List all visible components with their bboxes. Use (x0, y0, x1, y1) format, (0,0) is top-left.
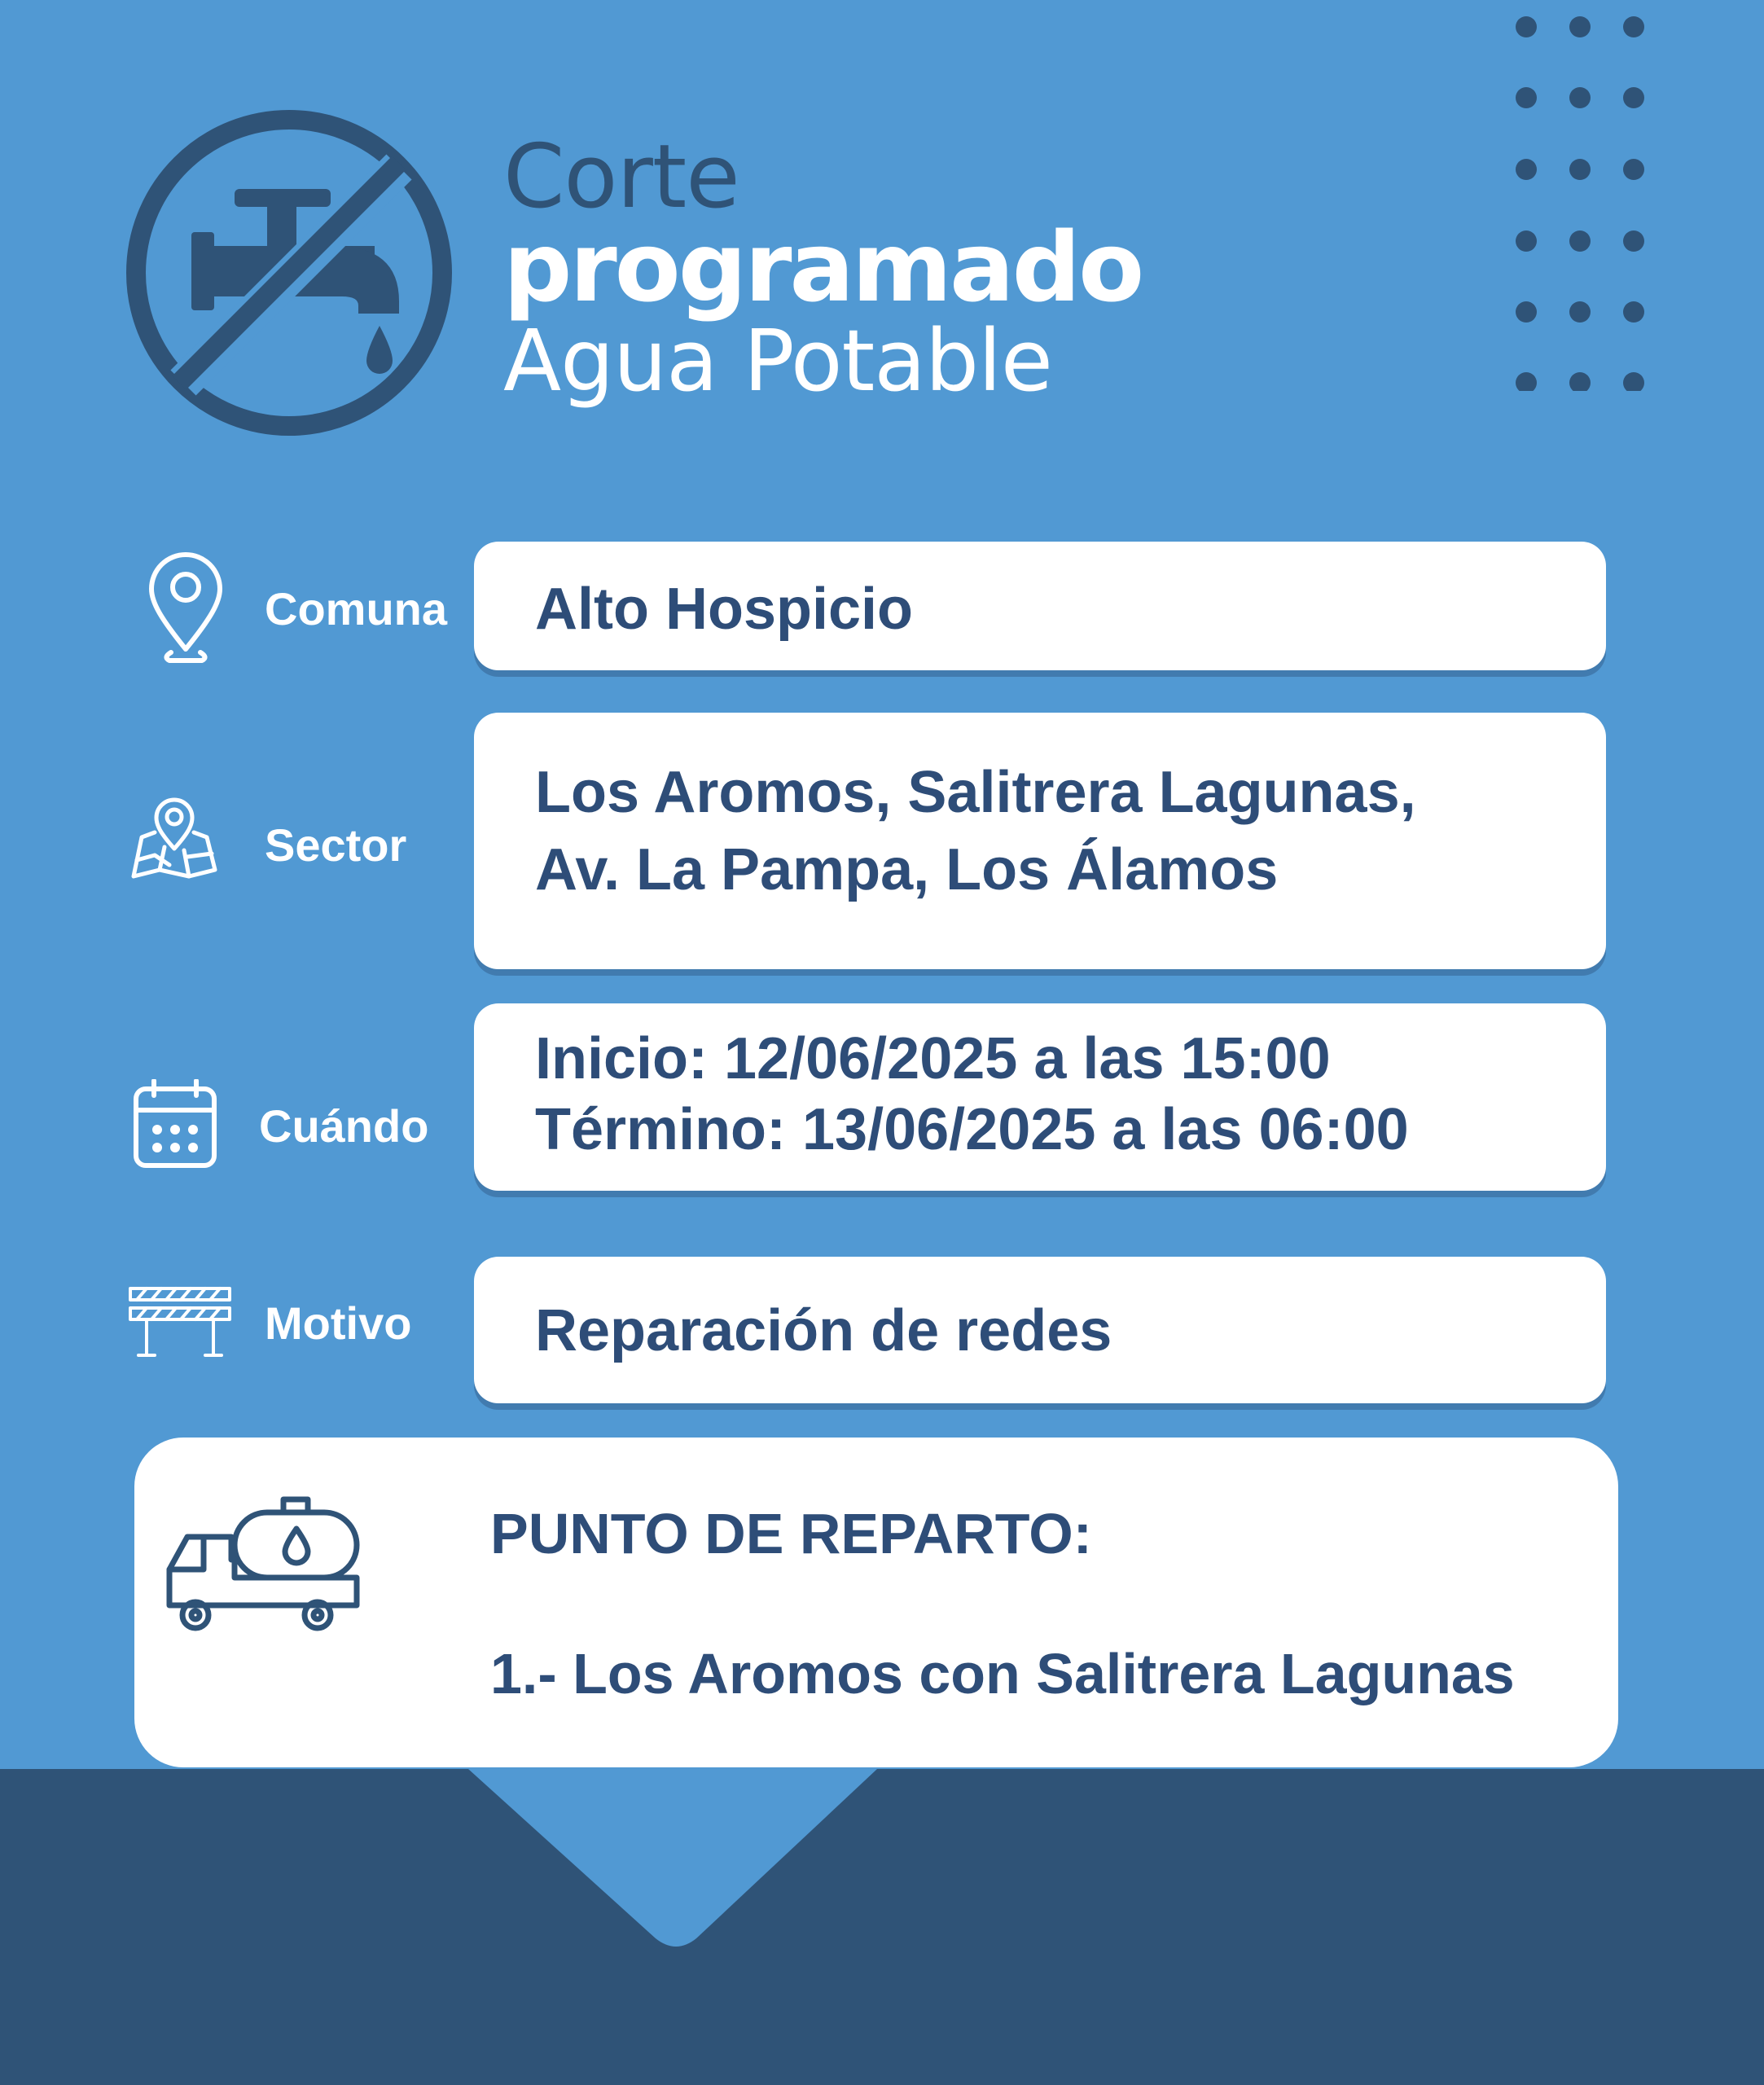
location-pin-icon (145, 550, 226, 664)
sector-value-line1: Los Aromos, Salitrera Lagunas, (535, 760, 1416, 825)
title-line-programado: programado (503, 211, 1143, 323)
reparto-title: PUNTO DE REPARTO: (490, 1502, 1092, 1565)
cuando-label: Cuándo (259, 1100, 429, 1152)
comuna-card (474, 542, 1606, 670)
reparto-item: 1.- Los Aromos con Salitrera Lagunas (490, 1642, 1515, 1705)
cuando-termino: Término: 13/06/2025 a las 06:00 (535, 1097, 1409, 1162)
sector-card (474, 713, 1606, 969)
comuna-label: Comuna (265, 583, 447, 634)
cuando-card (474, 1003, 1606, 1191)
motivo-label: Motivo (265, 1297, 412, 1349)
water-truck-icon (163, 1495, 366, 1633)
sector-label: Sector (265, 819, 407, 871)
page-title (503, 126, 1143, 410)
cuando-inicio: Inicio: 12/06/2025 a las 15:00 (535, 1026, 1331, 1091)
no-water-faucet-icon (122, 106, 464, 448)
sector-value-line2: Av. La Pampa, Los Álamos (535, 837, 1279, 902)
comuna-value: Alto Hospicio (535, 577, 913, 642)
title-line-corte: Corte (503, 126, 739, 228)
footer-band (0, 1769, 1764, 2085)
motivo-value: Reparación de redes (535, 1298, 1112, 1363)
road-barrier-icon (129, 1285, 231, 1359)
calendar-icon (133, 1079, 217, 1169)
motivo-card (474, 1257, 1606, 1403)
dot-grid-decoration (1515, 16, 1645, 391)
reparto-card (134, 1438, 1618, 1767)
title-line-agua-potable: Agua Potable (503, 311, 1052, 410)
map-pin-icon (130, 792, 218, 880)
